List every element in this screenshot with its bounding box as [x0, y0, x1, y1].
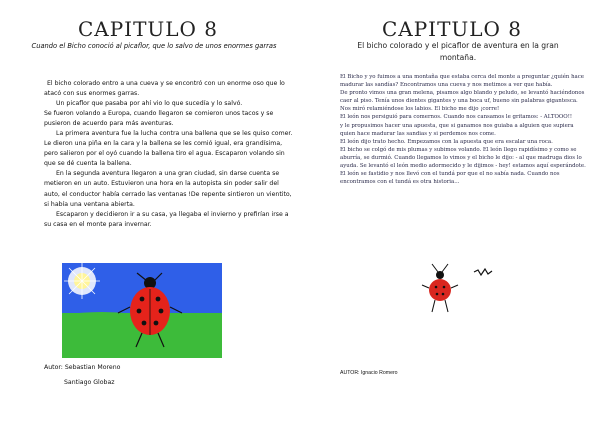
- left-paragraph-6: Escaparon y decidieron ir a su casa, ya llegaba el invierno y prefirían irse a su casa en el monte para invernar.: [44, 210, 289, 228]
- right-paragraph-6: El bicho se colgó de mis plumas y subimos volando. El león llego rapidísimo y como se aburría, se durmió. Cuando llegamos lo vimos y el bicho le dijo: - al que madruga dios lo ayuda. Se levantó el león medio adormecido y le dijimos - hey! estamos aquí esperándote. El león se fastidio y nos llevó con el tundá por que el no sabía nada. Cuando nos encontramos con el tundá es otra historia...: [340, 146, 586, 186]
- ladybug-icon: [422, 264, 458, 312]
- left-author-1: Autor: Sebastian Moreno: [44, 364, 121, 371]
- ladybug-bird-drawing: [402, 260, 502, 320]
- right-paragraph-2: De pronto vimos una gran melena, pisamos algo blando y peludo, se levantó haciéndonos caer al piso. Tenía unos dientes gigantes y una boca uf, bueno sin palabras gigantesca. Nos miró relamiéndose los labios. El bicho me dijo ¡corre!: [340, 90, 585, 113]
- left-subtitle: Cuando el Bicho conoció al picaflor, que lo salvo de unos enormes garras: [31, 42, 277, 50]
- right-paragraph-3: El león nos persiguió para comernos. Cuando nos cansamos le gritamos: - ALTOOO!!: [340, 114, 573, 121]
- right-subtitle: El bicho colorado y el picaflor de aventura en la gran montaña.: [357, 41, 559, 62]
- right-paragraph-5: El león dijo trato hecho. Empezamos con la apuesta que era escalar una roca.: [340, 138, 553, 145]
- left-story-text: [44, 79, 294, 230]
- left-chapter-title: CAPITULO 8: [77, 17, 219, 41]
- right-author: AUTOR: Ignacio Romero: [340, 370, 398, 376]
- left-paragraph-2: Un picaflor que pasaba por ahí vio lo que sucedía y lo salvó.: [56, 100, 243, 108]
- right-paragraph-1: El Bicho y yo fuimos a una montaña que estaba cerca del monte a preguntar ¿quién hace madurar las sandías? Encontramos una cueva y nos metimos a ver que había.: [340, 74, 584, 89]
- right-page: [304, 0, 600, 424]
- left-paragraph-1: El bicho colorado entro a una cueva y se encontró con un enorme oso que lo atacó con sus enormes garras.: [44, 80, 285, 98]
- left-page: [0, 0, 296, 424]
- left-paragraph-5: En la segunda aventura llegaron a una gran ciudad, sin darse cuenta se metieron en un auto. Estuvieron una hora en la autopista sin poder salir del auto, el conductor había cerrado las ventanas !De repente sintieron un vientito, si había una ventana abierta.: [44, 170, 292, 208]
- right-chapter-title: CAPITULO 8: [381, 17, 523, 41]
- ladybug-landscape-drawing: [62, 263, 222, 358]
- right-story-text: [340, 73, 586, 186]
- left-author-2: Santiago Globaz: [64, 379, 115, 386]
- bird-squiggle-icon: [474, 269, 492, 275]
- left-paragraph-3: Se fueron volando a Europa, cuando llegaron se comieron unos tacos y se pusieron de acuerdo para más aventuras.: [44, 110, 274, 128]
- right-paragraph-4: y le propusimos hacer una apuesta, que si ganamos nos guiaba a alguien que supiera quien hace madurar las sandias y si perdemos nos come.: [340, 122, 574, 137]
- left-author-block: [44, 363, 120, 388]
- left-paragraph-4: La primera aventura fue la lucha contra una ballena que se les quiso comer. Le dieron una piña en la cara y la ballena se les comió igual, era grandísima, pero salieron por el oyó cuando la ballena tiro el agua. Escaparon volando sin que se dé cuenta la ballena.: [44, 130, 293, 168]
- sun-icon: [64, 263, 100, 299]
